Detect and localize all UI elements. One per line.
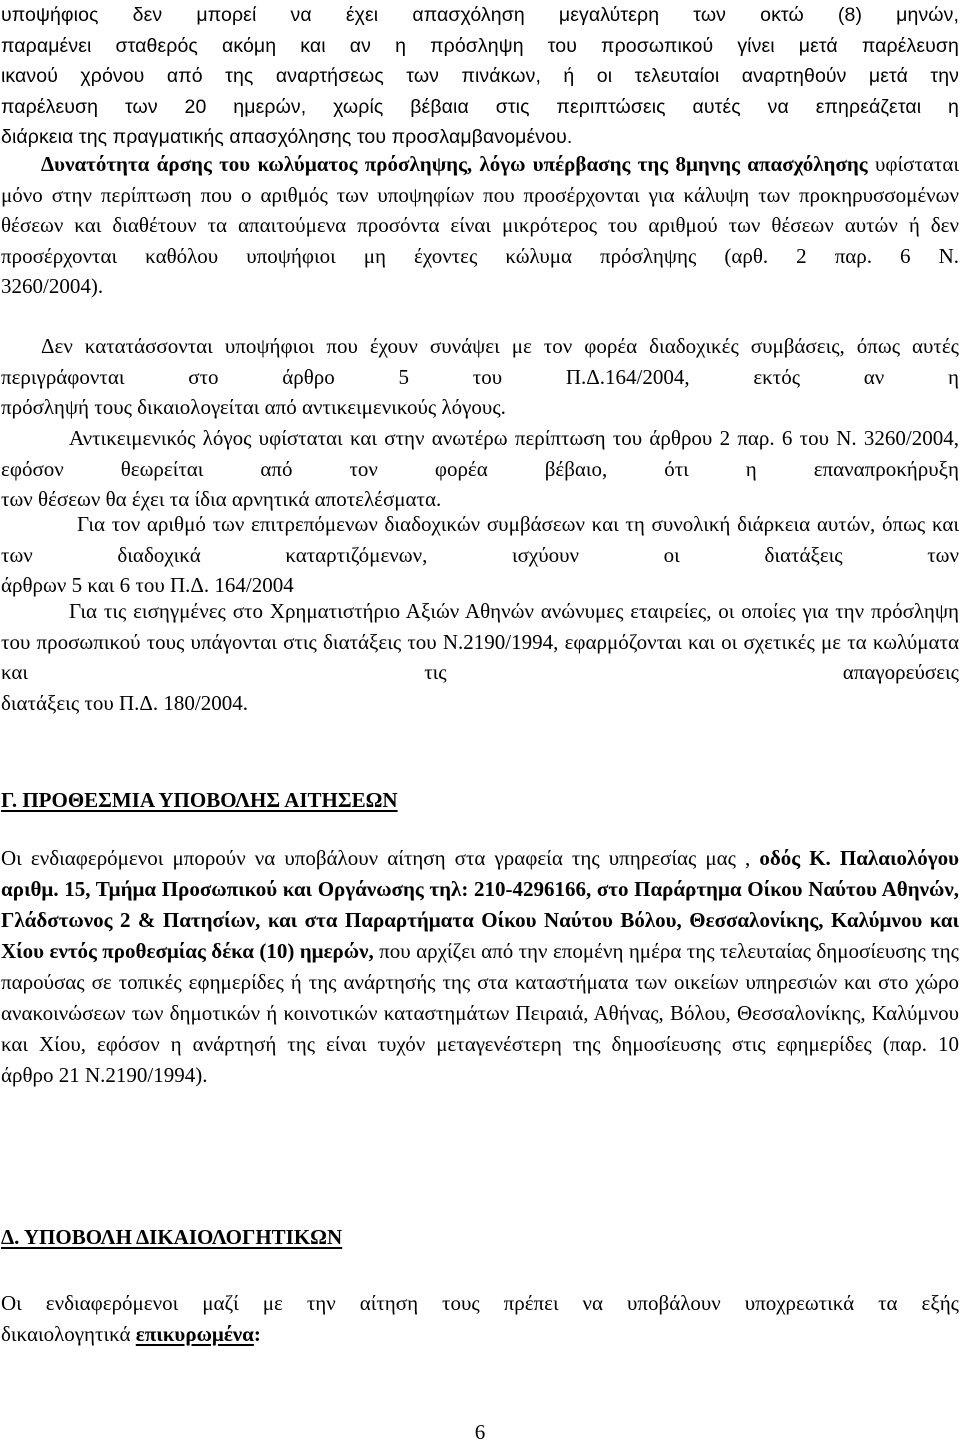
text-line: υποψήφιος δεν μπορεί να έχει απασχόληση μεγαλύτερη των οκτώ (8) μηνών,	[1, 4, 959, 26]
paragraph-text: δικαιολογητικά	[1, 1321, 136, 1346]
text-line: παραμένει σταθερός ακόμη και αν η πρόσληψη του προσωπικού γίνει μετά παρέλευση	[1, 34, 959, 57]
paragraph-text: Οι ενδιαφερόμενοι μπορούν να υποβάλουν αίτηση στα γραφεία της υπηρεσίας μας ,	[1, 846, 760, 870]
paragraph-text: που αρχίζει από την επομένη ημέρα της τελευταίας δημοσίευσης της παρούσας σε τοπικές εφημερίδες ή της ανάρτησής της στα καταστήματα των οικείων υπηρεσιών και στο χώρο ανακοινώσεων των δημοτικών ή κοινοτικών καταστημάτων Πειραιά, Αθήνας, Βόλου, Θεσσαλονίκης, Καλύμνου και Χίου, εφόσον η ανάρτησή της είναι τυχόν μεταγενέστερη της δημοσίευσης στις εφημερίδες (παρ. 10	[1, 939, 959, 1056]
paragraph-end: άρθρων 5 και 6 του Π.Δ. 164/2004	[1, 573, 294, 597]
paragraph-end: άρθρο 21 Ν.2190/1994).	[1, 1063, 208, 1087]
section-heading-deadline	[1, 785, 959, 815]
paragraph-deadline	[1, 843, 959, 1091]
paragraph-permitted-contracts	[1, 509, 959, 601]
paragraph-documents	[1, 1288, 959, 1349]
paragraph-text: Οι ενδιαφερόμενοι μαζί με την αίτηση τους πρέπει να υποβάλουν υποχρεωτικά τα εξής	[1, 1291, 959, 1315]
text-line: διάρκεια της πραγματικής απασχόλησης του προσλαμβανομένου.	[1, 126, 573, 148]
certified-emphasis: επικυρωμένα	[135, 1321, 254, 1346]
section-heading-text: Δ. ΥΠΟΒΟΛΗ ΔΙΚΑΙΟΛΟΓΗΤΙΚΩΝ	[1, 1225, 343, 1249]
paragraph-text: υφίσταται μόνο στην περίπτωση που ο αριθμός των υποψηφίων που προσέρχονται για κάλυψη των προκηρυσσομένων θέσεων και διαθέτουν τα απαιτούμενα προσόντα είναι μικρότερος του αριθμού των θέσεων αυτών ή δεν προσέρχονται καθόλου υποψήφιοι μη έχοντες κώλυμα πρόσληψης (αρθ. 2 παρ. 6 Ν.	[1, 152, 959, 268]
section-heading-text: Γ. ΠΡΟΘΕΣΜΙΑ ΥΠΟΒΟΛΗΣ ΑΙΤΗΣΕΩΝ	[1, 788, 398, 812]
bold-lead: Δυνατότητα άρσης του κωλύματος πρόσληψης, λόγω υπέρβασης της 8μηνης απασχόλησης	[41, 152, 868, 176]
paragraph-end: πρόσληψή τους δικαιολογείται από αντικειμενικούς λόγους.	[1, 395, 506, 419]
paragraph-exception	[1, 149, 959, 302]
paragraph-end: διατάξεις του Π.Δ. 180/2004.	[1, 690, 248, 715]
text-line: παρέλευση των 20 ημερών, χωρίς βέβαια στις περιπτώσεις αυτές να επηρεάζεται η	[1, 95, 959, 118]
paragraph-text: Για τον αριθμό των επιτρεπόμενων διαδοχικών συμβάσεων και τη συνολική διάρκεια αυτών, όπως και των διαδοχικά καταρτιζόμενων, ισχύουν οι διατάξεις των	[1, 512, 959, 567]
paragraph-continuation	[1, 0, 959, 153]
paragraph-end: των θέσεων θα έχει τα ίδια αρνητικά αποτελέσματα.	[1, 487, 442, 511]
paragraph-text: Δεν κατατάσσονται υποψήφιοι που έχουν συνάψει με τον φορέα διαδοχικές συμβάσεις, όπως αυτές περιγράφονται στο άρθρο 5 του Π.Δ.164/2004, εκτός αν η	[1, 334, 959, 389]
paragraph-end: 3260/2004).	[1, 274, 104, 298]
colon: :	[253, 1321, 261, 1346]
paragraph-objective-reason	[1, 423, 959, 515]
paragraph-end	[1, 1319, 959, 1350]
section-heading-documents	[1, 1222, 959, 1252]
bold-address: οδός Κ. Παλαιολόγου αριθμ. 15, Τμήμα Προσωπικού και Οργάνωσης τηλ: 210-4296166, στο Παράρτημα Οίκου Ναύτου Αθηνών, Γλάδστωνος 2 & Πατησίων, και στα Παραρτήματα Οίκου Ναύτου Βόλου, Θεσσαλονίκης, Καλύμνου και Χίου εντός προθεσμίας δέκα (10) ημερών,	[1, 846, 959, 963]
page-number: 6	[474, 1420, 486, 1444]
paragraph-text: Αντικειμενικός λόγος υφίσταται και στην ανωτέρω περίπτωση του άρθρου 2 παρ. 6 του Ν. 3260/2004, εφόσον θεωρείται από τον φορέα βέβαιο, ότι η επαναπροκήρυξη	[1, 426, 959, 481]
paragraph-text: Για τις εισηγμένες στο Χρηματιστήριο Αξιών Αθηνών ανώνυμες εταιρείες, οι οποίες για την πρόσληψη του προσωπικού τους υπάγονται στις διατάξεις του Ν.2190/1994, εφαρμόζονται και οι σχετικές με τα κωλύματα και τις απαγορεύσεις	[1, 599, 959, 684]
paragraph-successive-contracts	[1, 331, 959, 423]
text-line: ικανού χρόνου από της αναρτήσεως των πινάκων, ή οι τελευταίοι αναρτηθούν μετά την	[1, 65, 959, 87]
paragraph-listed-companies	[1, 596, 959, 718]
